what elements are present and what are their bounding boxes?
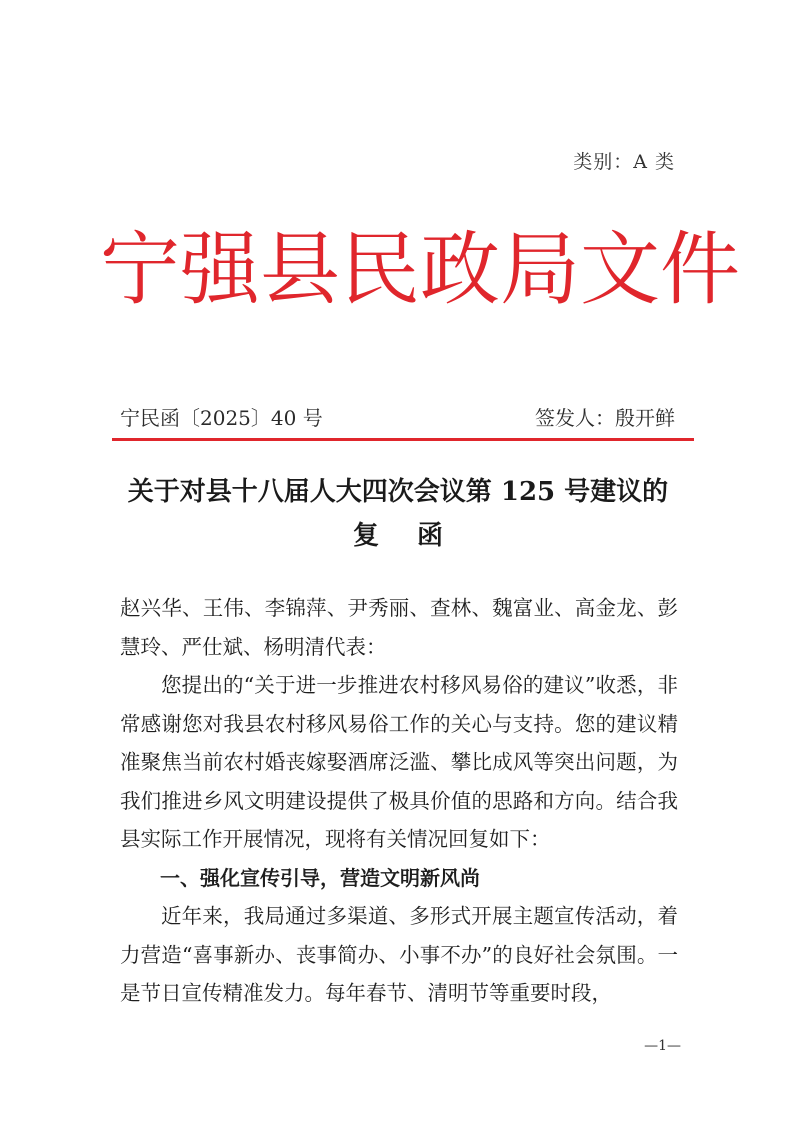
title-line-1: 关于对县十八届人大四次会议第 125 号建议的: [127, 477, 669, 507]
title-line-2: 复函: [352, 521, 481, 551]
document-title: [110, 470, 686, 558]
document-body: [120, 589, 678, 1013]
document-masthead: 宁强县民政局文件: [100, 223, 740, 316]
page-number: —1—: [644, 1038, 681, 1054]
document-number: 宁民函〔2025〕40 号: [120, 406, 323, 430]
section-heading: 一、强化宣传引导，营造文明新风尚: [160, 865, 480, 890]
document-category: 类别：A 类: [573, 151, 675, 173]
body-paragraph: 您提出的“关于进一步推进农村移风易俗的建议”收悉，非常感谢您对我县农村移风易俗工作的关心与支持。您的建议精准聚焦当前农村婚丧嫁娶酒席泛滥、攀比成风等突出问题，为我们推进乡风文明建设提供了极具价值的思路和方向。结合我县实际工作开展情况，现将有关情况回复如下：: [120, 673, 678, 851]
salutation: 赵兴华、王伟、李锦萍、尹秀丽、查林、魏富业、高金龙、彭慧玲、严仕斌、杨明清代表：: [120, 596, 678, 659]
document-signer: 签发人：殷开鲜: [535, 406, 675, 430]
masthead-divider: [112, 438, 694, 441]
body-paragraph: 近年来，我局通过多渠道、多形式开展主题宣传活动，着力营造“喜事新办、丧事简办、小事不办”的良好社会氛围。一是节日宣传精准发力。每年春节、清明节等重要时段，: [120, 904, 678, 1005]
